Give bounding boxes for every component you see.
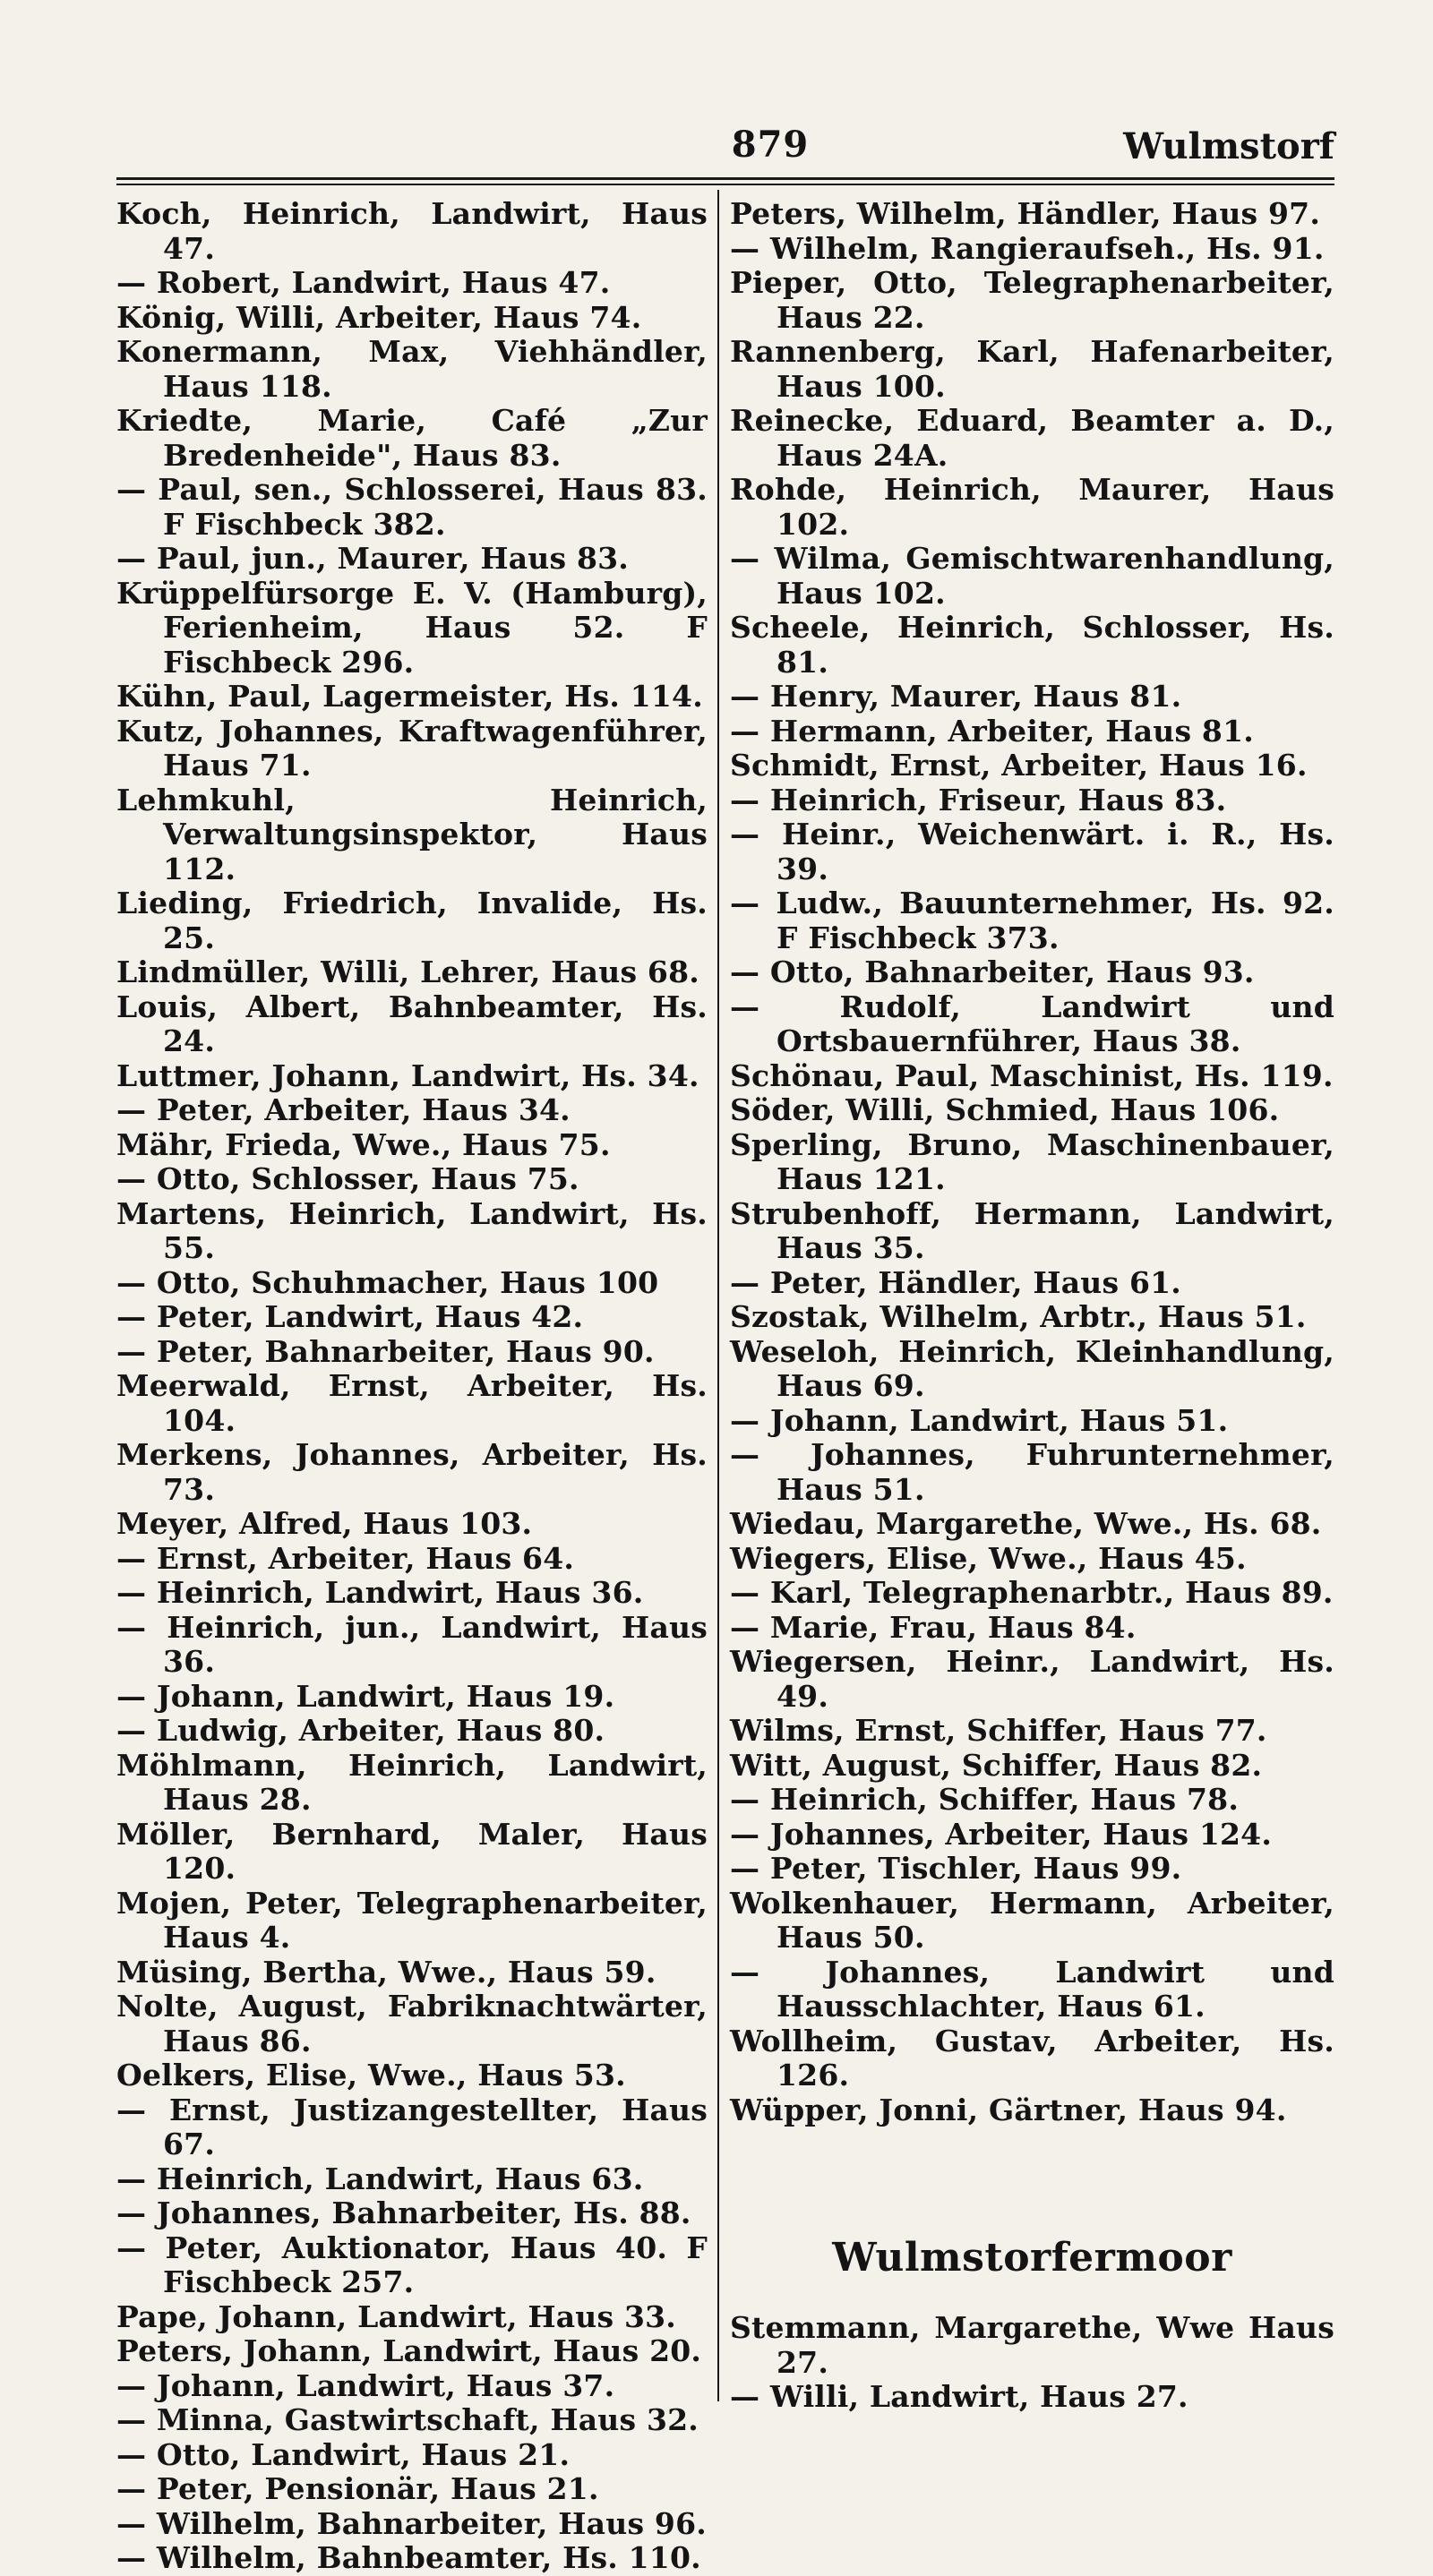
directory-entry: — Heinrich, jun., Landwirt, Haus 36.	[116, 1609, 708, 1679]
directory-entry: — Henry, Maurer, Haus 81.	[730, 679, 1182, 714]
directory-entry: — Johann, Landwirt, Haus 19.	[116, 1678, 615, 1714]
directory-entry: Stemmann, Margarethe, Wwe Haus 27.	[730, 2310, 1334, 2380]
directory-entry: — Otto, Landwirt, Haus 21.	[116, 2436, 571, 2472]
right-column-entries	[730, 197, 1334, 2127]
directory-entry: — Otto, Schlosser, Haus 75.	[116, 1161, 579, 1196]
directory-entry: — Minna, Gastwirtschaft, Haus 32.	[116, 2402, 699, 2437]
directory-entry: — Peter, Pensionär, Haus 21.	[116, 2471, 599, 2506]
directory-entry: Konermann, Max, Viehhändler, Haus 118.	[116, 334, 708, 404]
directory-entry: — Johann, Landwirt, Haus 51.	[730, 1402, 1229, 1438]
directory-entry: — Johann, Landwirt, Haus 37.	[116, 2367, 615, 2403]
directory-entry: Meyer, Alfred, Haus 103.	[116, 1506, 533, 1541]
directory-entry: Schmidt, Ernst, Arbeiter, Haus 16.	[730, 748, 1308, 783]
directory-entry: Müsing, Bertha, Wwe., Haus 59.	[116, 1954, 656, 1990]
directory-entry: — Hermann, Arbeiter, Haus 81.	[730, 713, 1254, 749]
header-rule-top	[116, 177, 1334, 180]
directory-entry: — Paul, jun., Maurer, Haus 83.	[116, 541, 629, 576]
directory-entry: — Wilhelm, Bahnbeamter, Hs. 110.	[116, 2540, 701, 2575]
directory-entry: Kühn, Paul, Lagermeister, Hs. 114.	[116, 679, 703, 714]
directory-entry: Mähr, Frieda, Wwe., Haus 75.	[116, 1126, 611, 1162]
directory-entry: — Peter, Auktionator, Haus 40. F Fischbeck 257.	[116, 2229, 708, 2299]
directory-entry: — Wilhelm, Rangieraufseh., Hs. 91.	[730, 230, 1325, 266]
directory-entry: — Otto, Bahnarbeiter, Haus 93.	[730, 954, 1255, 989]
directory-entry: Koch, Heinrich, Landwirt, Haus 47.	[116, 196, 708, 266]
directory-entry: — Johannes, Bahnarbeiter, Hs. 88.	[116, 2195, 691, 2230]
page-header	[116, 106, 1334, 186]
directory-entry: Rannenberg, Karl, Hafenarbeiter, Haus 100.	[730, 334, 1334, 404]
directory-entry: Möller, Bernhard, Maler, Haus 120.	[116, 1816, 708, 1886]
left-column	[116, 197, 708, 2576]
directory-entry: Wüpper, Jonni, Gärtner, Haus 94.	[730, 2092, 1287, 2127]
section-entries	[730, 2311, 1334, 2415]
directory-entry: — Paul, sen., Schlosserei, Haus 83. F Fischbeck 382.	[116, 472, 708, 542]
directory-entry: Lindmüller, Willi, Lehrer, Haus 68.	[116, 954, 699, 989]
directory-entry: Szostak, Wilhelm, Arbtr., Haus 51.	[730, 1299, 1307, 1334]
directory-entry: Strubenhoff, Hermann, Landwirt, Haus 35.	[730, 1195, 1334, 1265]
directory-entry: — Ludwig, Arbeiter, Haus 80.	[116, 1713, 605, 1748]
directory-entry: Mojen, Peter, Telegraphenarbeiter, Haus 4.	[116, 1885, 708, 1955]
directory-entry: — Robert, Landwirt, Haus 47.	[116, 265, 611, 300]
directory-entry: Reinecke, Eduard, Beamter a. D., Haus 24A.	[730, 403, 1334, 473]
directory-entry: — Peter, Tischler, Haus 99.	[730, 1851, 1182, 1886]
directory-entry: Weseloh, Heinrich, Kleinhandlung, Haus 69.	[730, 1333, 1334, 1403]
directory-entry: Wiegersen, Heinr., Landwirt, Hs. 49.	[730, 1644, 1334, 1714]
directory-entry: — Johannes, Arbeiter, Haus 124.	[730, 1816, 1273, 1852]
directory-entry: Kriedte, Marie, Café „Zur Bredenheide", Haus 83.	[116, 403, 708, 473]
directory-entry: — Peter, Händler, Haus 61.	[730, 1264, 1181, 1300]
directory-entry: Louis, Albert, Bahnbeamter, Hs. 24.	[116, 988, 708, 1058]
directory-entry: — Rudolf, Landwirt und Ortsbauernführer, Haus 38.	[730, 988, 1334, 1058]
directory-entry: Pape, Johann, Landwirt, Haus 33.	[116, 2298, 676, 2334]
right-column	[730, 197, 1334, 2415]
directory-entry: — Heinrich, Landwirt, Haus 36.	[116, 1575, 644, 1610]
directory-entry: — Wilma, Gemischtwarenhandlung, Haus 102.	[730, 541, 1334, 611]
directory-entry: Schönau, Paul, Maschinist, Hs. 119.	[730, 1057, 1334, 1093]
directory-entry: Peters, Wilhelm, Händler, Haus 97.	[730, 196, 1321, 231]
directory-entry: Meerwald, Ernst, Arbeiter, Hs. 104.	[116, 1368, 708, 1438]
directory-entry: — Peter, Bahnarbeiter, Haus 90.	[116, 1333, 655, 1369]
directory-entry: — Johannes, Fuhrunternehmer, Haus 51.	[730, 1437, 1334, 1507]
directory-entry: — Otto, Schuhmacher, Haus 100	[116, 1264, 659, 1300]
directory-entry: Oelkers, Elise, Wwe., Haus 53.	[116, 2058, 626, 2092]
directory-entry: Kutz, Johannes, Kraftwagenführer, Haus 71.	[116, 713, 708, 783]
directory-entry: — Peter, Arbeiter, Haus 34.	[116, 1092, 571, 1127]
directory-entry: Pieper, Otto, Telegraphenarbeiter, Haus 22.	[730, 265, 1334, 335]
directory-entry: — Ernst, Justizangestellter, Haus 67.	[116, 2092, 708, 2161]
directory-entry: Wiedau, Margarethe, Wwe., Hs. 68.	[730, 1506, 1322, 1541]
directory-entry: Wiegers, Elise, Wwe., Haus 45.	[730, 1540, 1247, 1576]
directory-entry: — Ludw., Bauunternehmer, Hs. 92. F Fischbeck 373.	[730, 886, 1334, 955]
directory-entry: Söder, Willi, Schmied, Haus 106.	[730, 1092, 1280, 1127]
directory-entry: — Marie, Frau, Haus 84.	[730, 1609, 1137, 1645]
directory-entry: Scheele, Heinrich, Schlosser, Hs. 81.	[730, 610, 1334, 680]
header-rule-bottom	[116, 184, 1334, 185]
directory-entry: — Willi, Landwirt, Haus 27.	[730, 2379, 1188, 2414]
directory-entry: — Wilhelm, Bahnarbeiter, Haus 96.	[116, 2505, 707, 2541]
directory-entry: Lehmkuhl, Heinrich, Verwaltungsinspektor, Haus 112.	[116, 782, 708, 886]
directory-entry: Martens, Heinrich, Landwirt, Hs. 55.	[116, 1195, 708, 1265]
directory-entry: Merkens, Johannes, Arbeiter, Hs. 73.	[116, 1437, 708, 1507]
directory-entry: — Heinr., Weichenwärt. i. R., Hs. 39.	[730, 817, 1334, 886]
page-number: 879	[731, 124, 810, 166]
directory-entry: — Heinrich, Schiffer, Haus 78.	[730, 1782, 1240, 1817]
directory-entry: — Peter, Landwirt, Haus 42.	[116, 1299, 584, 1334]
directory-entry: — Karl, Telegraphenarbtr., Haus 89.	[730, 1575, 1334, 1610]
directory-entry: Möhlmann, Heinrich, Landwirt, Haus 28.	[116, 1747, 708, 1817]
directory-entry: Wolkenhauer, Hermann, Arbeiter, Haus 50.	[730, 1885, 1334, 1955]
directory-entry: Wilms, Ernst, Schiffer, Haus 77.	[730, 1713, 1267, 1748]
column-divider	[717, 190, 719, 2401]
running-title: Wulmstorf	[1123, 125, 1334, 167]
directory-entry: — Johannes, Landwirt und Hausschlachter, Haus 61.	[730, 1954, 1334, 2024]
directory-entry: Rohde, Heinrich, Maurer, Haus 102.	[730, 472, 1334, 542]
directory-entry: König, Willi, Arbeiter, Haus 74.	[116, 299, 642, 335]
directory-entry: Wollheim, Gustav, Arbeiter, Hs. 126.	[730, 2023, 1334, 2092]
directory-entry: Krüppelfürsorge E. V. (Hamburg), Ferienheim, Haus 52. F Fischbeck 296.	[116, 575, 708, 680]
directory-entry: Nolte, August, Fabriknachtwärter, Haus 86.	[116, 1989, 708, 2058]
directory-entry: — Heinrich, Landwirt, Haus 63.	[116, 2161, 644, 2196]
directory-entry: Sperling, Bruno, Maschinenbauer, Haus 121.	[730, 1126, 1334, 1196]
directory-entry: Peters, Johann, Landwirt, Haus 20.	[116, 2333, 702, 2368]
directory-entry: — Heinrich, Friseur, Haus 83.	[730, 782, 1227, 817]
section-heading: Wulmstorfermoor	[832, 2235, 1232, 2281]
directory-entry: Witt, August, Schiffer, Haus 82.	[730, 1747, 1263, 1783]
directory-entry: Luttmer, Johann, Landwirt, Hs. 34.	[116, 1057, 699, 1093]
directory-entry: — Ernst, Arbeiter, Haus 64.	[116, 1540, 575, 1576]
directory-entry: Lieding, Friedrich, Invalide, Hs. 25.	[116, 886, 708, 955]
